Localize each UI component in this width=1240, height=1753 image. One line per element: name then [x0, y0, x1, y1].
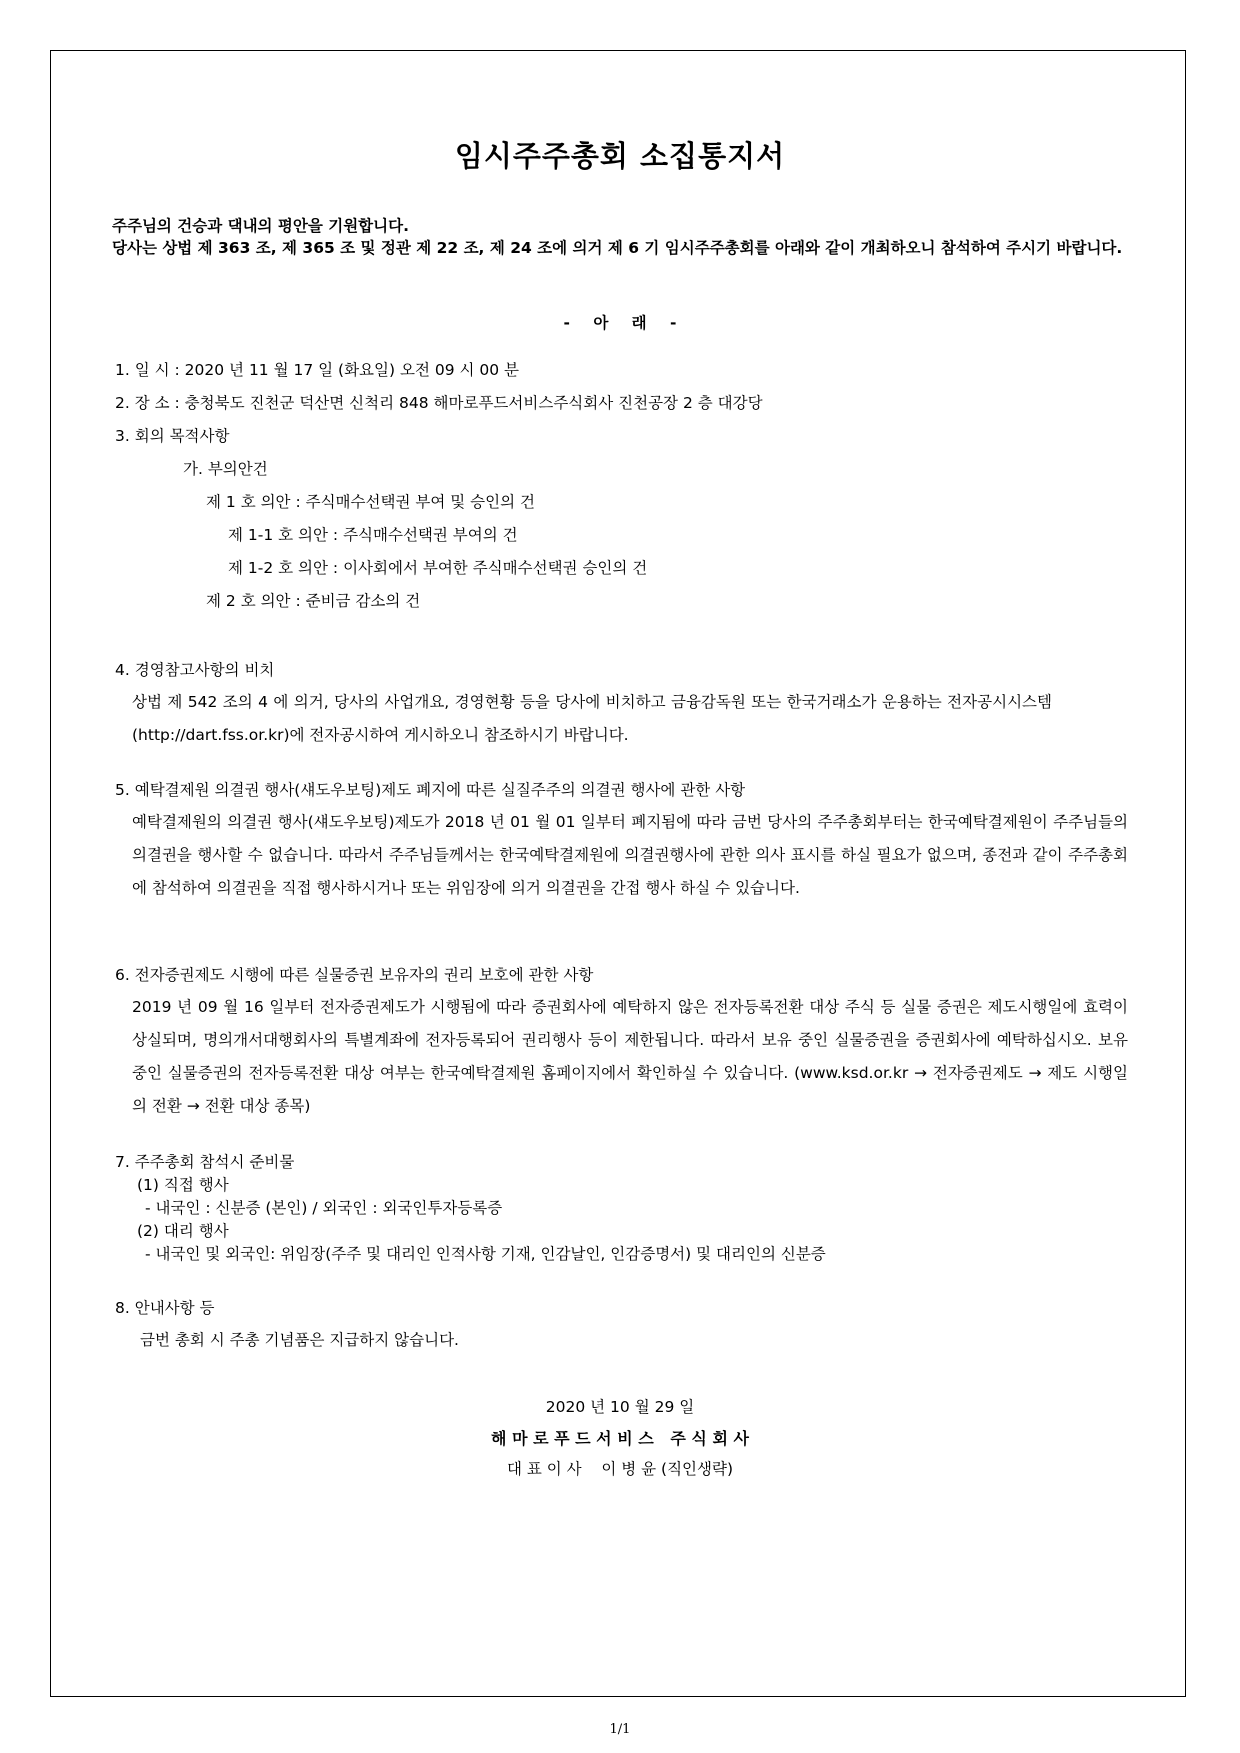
- item-agenda-sub: 가. 부의안건: [183, 460, 268, 478]
- item-shadow-heading: 5. 예탁결제원 의결권 행사(섀도우보팅)제도 폐지에 따른 실질주주의 의결권 행사에 관한 사항: [115, 781, 746, 799]
- item-notice-heading: 8. 안내사항 등: [115, 1299, 215, 1317]
- item-agenda-1: 제 1 호 의안 : 주식매수선택권 부여 및 승인의 건: [206, 493, 535, 511]
- signature-company: 해 마 로 푸 드 서 비 스 주 식 회 사: [491, 1429, 749, 1448]
- item-notice-body: 금번 총회 시 주총 기념품은 지급하지 않습니다.: [140, 1331, 459, 1349]
- item-agenda-1-1: 제 1-1 호 의안 : 주식매수선택권 부여의 건: [228, 526, 518, 544]
- item-ref-heading: 4. 경영참고사항의 비치: [115, 661, 275, 679]
- signature-ceo: 대 표 이 사 이 병 윤 (직인생략): [506, 1460, 734, 1478]
- greeting-line2: 당사는 상법 제 363 조, 제 365 조 및 정관 제 22 조, 제 24 조에 의거 제 6 기 임시주주총회를 아래와 같이 개최하오니 참석하여 주시기 바랍니다.: [112, 239, 1123, 257]
- item-ref-body: 상법 제 542 조의 4 에 의거, 당사의 사업개요, 경영현황 등을 당사에 비치하고 금융감독원 또는 한국거래소가 운용하는 전자공시시스템(http://dart.fss.or.kr)에 전자공시하여 게시하오니 참조하시기 바랍니다.: [132, 693, 1052, 744]
- document-title: 임시주주총회 소집통지서: [454, 139, 786, 173]
- item-prep-heading: 7. 주주총회 참석시 준비물: [115, 1153, 295, 1171]
- item-prep-proxy-detail: - 내국인 및 외국인: 위임장(주주 및 대리인 인적사항 기재, 인감날인, 인감증명서) 및 대리인의 신분증: [145, 1245, 826, 1263]
- item-agenda-2: 제 2 호 의안 : 준비금 감소의 건: [206, 592, 421, 610]
- page-number: 1/1: [609, 1722, 631, 1737]
- item-date: 1. 일 시 : 2020 년 11 월 17 일 (화요일) 오전 09 시 00 분: [115, 361, 520, 379]
- greeting-line1: 주주님의 건승과 댁내의 평안을 기원합니다.: [112, 217, 409, 235]
- item-prep-direct: (1) 직접 행사: [137, 1176, 229, 1194]
- item-agenda-heading: 3. 회의 목적사항: [115, 427, 230, 445]
- signature-date: 2020 년 10 월 29 일: [545, 1398, 695, 1416]
- item-prep-direct-detail: - 내국인 : 신분증 (본인) / 외국인 : 외국인투자등록증: [145, 1199, 503, 1217]
- item-esec-body: 2019 년 09 월 16 일부터 전자증권제도가 시행됨에 따라 증권회사에 예탁하지 않은 전자등록전환 대상 주식 등 실물 증권은 제도시행일에 효력이 상실되며, 명의개서대행회사의 특별계좌에 전자등록되어 권리행사 등이 제한됩니다. 따라서 보유 중인 실물증권을 증권회사에 예탁하십시오. 보유 중인 실물증권의 전자등록전환 대상 여부는 한국예탁결제원 홈페이지에서 확인하실 수 있습니다. (www.ksd.or.kr → 전자증권제도 → 제도 시행일의 전환 → 전환 대상 종목): [132, 998, 1128, 1115]
- item-esec-heading: 6. 전자증권제도 시행에 따른 실물증권 보유자의 권리 보호에 관한 사항: [115, 966, 594, 984]
- item-shadow-body: 예탁결제원의 의결권 행사(섀도우보팅)제도가 2018 년 01 월 01 일부터 폐지됨에 따라 금번 당사의 주주총회부터는 한국예탁결제원이 주주님들의 의결권을 행사할 수 없습니다. 따라서 주주님들께서는 한국예탁결제원에 의결권행사에 관한 의사 표시를 하실 필요가 없으며, 종전과 같이 주주총회에 참석하여 의결권을 직접 행사하시거나 또는 위임장에 의거 의결권을 간접 행사 하실 수 있습니다.: [132, 813, 1128, 897]
- item-prep-proxy: (2) 대리 행사: [137, 1222, 229, 1240]
- below-marker: - 아 래 -: [563, 314, 677, 332]
- item-agenda-1-2: 제 1-2 호 의안 : 이사회에서 부여한 주식매수선택권 승인의 건: [228, 559, 648, 577]
- item-place: 2. 장 소 : 충청북도 진천군 덕산면 신척리 848 해마로푸드서비스주식회사 진천공장 2 층 대강당: [115, 394, 763, 412]
